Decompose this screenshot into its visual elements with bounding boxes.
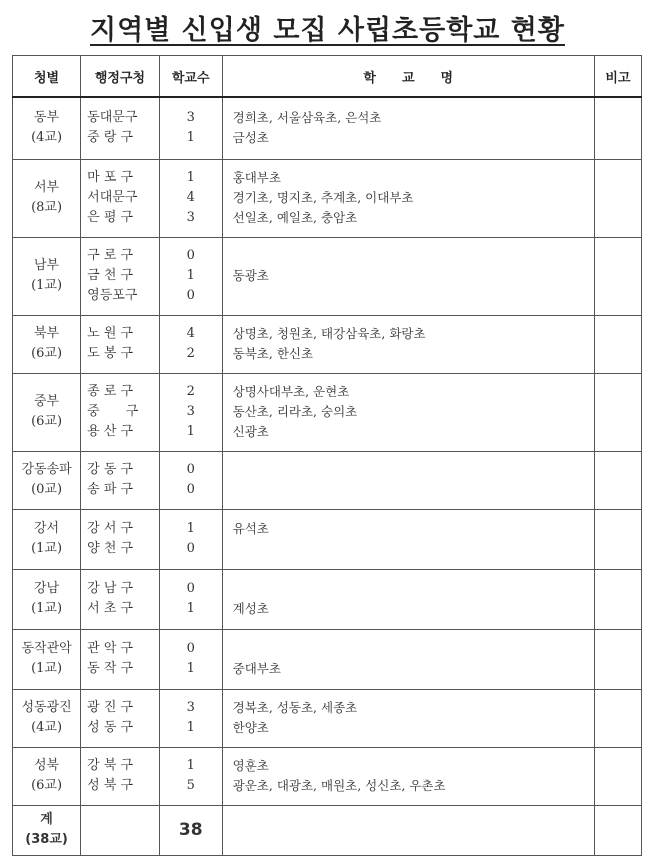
- district-cell-line: 금 천 구: [87, 268, 134, 283]
- table-row: [13, 747, 642, 805]
- total-label-cell-line: 계: [40, 812, 53, 827]
- schools-cell-line: 영훈초: [232, 758, 269, 773]
- schools-cell-line: 중대부초: [232, 661, 281, 676]
- school-table: [12, 55, 642, 856]
- region-cell-line: (0교): [31, 482, 63, 497]
- count-cell-line: 4: [186, 326, 195, 341]
- count-cell-line: 1: [186, 521, 195, 536]
- note-cell: [594, 315, 641, 373]
- count-cell-line: 0: [186, 541, 195, 556]
- schools-cell-line: [233, 639, 594, 659]
- count-cell-line: 1: [186, 601, 195, 616]
- schools-cell-line: 경희초, 서울삼육초, 은석초: [232, 110, 382, 126]
- total-row: [13, 805, 642, 855]
- district-cell-line: 강 북 구: [87, 758, 134, 773]
- total-label-cell: [13, 805, 81, 855]
- note-cell: [594, 509, 641, 569]
- district-cell-line: 광 진 구: [87, 700, 134, 715]
- count-cell: [159, 451, 222, 509]
- region-cell-line: (4교): [31, 130, 63, 146]
- schools-cell-line: 신광초: [232, 424, 269, 439]
- region-cell-line: 강동송파: [21, 462, 72, 477]
- count-cell: [159, 315, 222, 373]
- schools-cell-line: [233, 579, 594, 599]
- district-cell: [81, 451, 160, 509]
- district-cell-line: 동 작 구: [87, 661, 134, 676]
- count-cell-line: 1: [186, 170, 195, 185]
- note-cell: [594, 97, 641, 159]
- note-cell: [594, 569, 641, 629]
- region-cell-line: (6교): [31, 346, 63, 361]
- district-cell: [81, 509, 160, 569]
- header-note: 비고: [594, 56, 641, 98]
- district-cell-line: 마 포 구: [87, 170, 134, 185]
- schools-cell-line: [233, 480, 594, 500]
- schools-cell: [222, 315, 594, 373]
- count-cell-line: 3: [186, 110, 195, 126]
- region-cell-line: 동작관악: [21, 641, 72, 656]
- schools-cell-line: 상명초, 청원초, 태강삼육초, 화랑초: [232, 326, 426, 341]
- count-cell-line: 4: [186, 190, 195, 205]
- count-cell-line: 3: [186, 404, 195, 419]
- table-row: [13, 451, 642, 509]
- schools-cell: [222, 451, 594, 509]
- region-cell-line: (1교): [31, 661, 63, 676]
- total-note-cell: [594, 805, 641, 855]
- count-cell-line: 3: [186, 700, 195, 715]
- district-cell-line: 도 봉 구: [87, 346, 134, 361]
- region-cell-line: 강남: [34, 581, 60, 596]
- note-cell: [594, 747, 641, 805]
- district-cell-line: 중 랑 구: [87, 130, 134, 146]
- note-cell: [594, 237, 641, 315]
- schools-cell-line: 상명사대부초, 운현초: [232, 384, 350, 399]
- region-cell-line: (6교): [31, 414, 63, 429]
- count-cell-line: 1: [186, 758, 195, 773]
- count-cell: [159, 97, 222, 159]
- schools-cell-line: [233, 539, 594, 559]
- region-cell-line: (4교): [31, 720, 63, 735]
- schools-cell-line: 유석초: [232, 521, 269, 536]
- count-cell-line: 0: [186, 288, 195, 303]
- table-row: [13, 373, 642, 451]
- district-cell-line: 관 악 구: [87, 641, 134, 656]
- table-row: [13, 315, 642, 373]
- region-cell-line: (1교): [31, 601, 63, 616]
- document-title: [0, 8, 655, 47]
- region-cell: [13, 509, 81, 569]
- schools-cell: [222, 159, 594, 237]
- schools-cell-line: 동북초, 한신초: [232, 346, 314, 361]
- district-cell: [81, 373, 160, 451]
- region-cell-line: 서부: [34, 180, 60, 195]
- count-cell-line: 1: [186, 424, 195, 439]
- schools-cell: [222, 747, 594, 805]
- count-cell-line: 2: [186, 346, 195, 361]
- schools-cell-line: 경기초, 명지초, 추계초, 이대부초: [232, 190, 414, 205]
- schools-cell-line: [233, 460, 594, 480]
- header-district: 행정구청: [81, 56, 160, 98]
- district-cell-line: 성 동 구: [87, 720, 134, 735]
- region-cell: [13, 373, 81, 451]
- district-cell-line: 용 산 구: [87, 424, 134, 439]
- count-cell: [159, 159, 222, 237]
- count-cell-line: 3: [186, 210, 195, 225]
- schools-cell-line: 동산초, 리라초, 숭의초: [232, 404, 358, 419]
- region-cell: [13, 97, 81, 159]
- schools-cell-line: 금성초: [232, 130, 269, 146]
- schools-cell-line: [233, 286, 594, 306]
- count-cell: [159, 747, 222, 805]
- table-row: [13, 569, 642, 629]
- district-cell-line: 은 평 구: [87, 210, 134, 225]
- district-cell-line: 서 초 구: [87, 601, 134, 616]
- note-cell: [594, 689, 641, 747]
- table-row: [13, 159, 642, 237]
- count-cell: [159, 509, 222, 569]
- region-cell: [13, 629, 81, 689]
- schools-cell-line: 동광초: [232, 268, 269, 283]
- count-cell-line: 0: [186, 248, 195, 263]
- district-cell-line: 노 원 구: [87, 326, 134, 341]
- schools-cell-line: 홍대부초: [232, 170, 281, 185]
- count-cell-line: 0: [186, 462, 195, 477]
- note-cell: [594, 629, 641, 689]
- schools-cell-line: 선일초, 예일초, 충암초: [232, 210, 358, 225]
- region-cell: [13, 747, 81, 805]
- district-cell-line: 서대문구: [87, 190, 138, 205]
- schools-cell: [222, 97, 594, 159]
- count-cell-line: 2: [186, 384, 195, 399]
- district-cell: [81, 629, 160, 689]
- count-cell: [159, 629, 222, 689]
- region-cell-line: (6교): [31, 778, 63, 793]
- total-schools-cell: [222, 805, 594, 855]
- district-cell-line: 강 동 구: [87, 462, 134, 477]
- table-row: [13, 237, 642, 315]
- schools-cell: [222, 237, 594, 315]
- note-cell: [594, 451, 641, 509]
- district-cell-line: 동대문구: [87, 110, 138, 126]
- region-cell-line: 중부: [34, 394, 60, 409]
- district-cell-line: 강 남 구: [87, 581, 134, 596]
- header-count: 학교수: [159, 56, 222, 98]
- district-cell: [81, 97, 160, 159]
- schools-cell: [222, 373, 594, 451]
- total-count-cell: 38: [159, 805, 222, 855]
- schools-cell: [222, 509, 594, 569]
- count-cell-line: 1: [186, 130, 195, 146]
- district-cell-line: 송 파 구: [87, 482, 134, 497]
- district-cell-line: 양 천 구: [87, 541, 134, 556]
- region-cell-line: 성북: [34, 758, 60, 773]
- count-cell: [159, 237, 222, 315]
- district-cell-line: 중 구: [87, 404, 139, 419]
- region-cell: [13, 315, 81, 373]
- table-row: [13, 509, 642, 569]
- region-cell-line: 동부: [34, 110, 60, 126]
- region-cell-line: (8교): [31, 200, 63, 215]
- note-cell: [594, 159, 641, 237]
- count-cell-line: 1: [186, 268, 195, 283]
- count-cell-line: 1: [186, 661, 195, 676]
- schools-cell-line: [233, 246, 594, 266]
- total-district-cell: [81, 805, 160, 855]
- district-cell-line: 종 로 구: [87, 384, 134, 399]
- region-cell-line: 성동광진: [21, 700, 72, 715]
- schools-cell-line: 계성초: [232, 601, 269, 616]
- schools-cell-line: 경복초, 성동초, 세종초: [232, 700, 358, 715]
- schools-cell: [222, 569, 594, 629]
- header-region: 청별: [13, 56, 81, 98]
- district-cell: [81, 747, 160, 805]
- count-cell: [159, 373, 222, 451]
- count-cell-line: 0: [186, 641, 195, 656]
- district-cell: [81, 569, 160, 629]
- district-cell-line: 구 로 구: [87, 248, 134, 263]
- region-cell-line: 남부: [34, 258, 60, 273]
- region-cell: [13, 569, 81, 629]
- title-text: 지역별 신입생 모집 사립초등학교 현황: [90, 15, 565, 46]
- table-header-row: [13, 56, 642, 98]
- count-cell-line: 1: [186, 720, 195, 735]
- count-cell-line: 0: [186, 581, 195, 596]
- region-cell: [13, 159, 81, 237]
- table-row: [13, 629, 642, 689]
- note-cell: [594, 373, 641, 451]
- count-cell: [159, 689, 222, 747]
- region-cell: [13, 689, 81, 747]
- district-cell-line: 영등포구: [87, 288, 138, 303]
- district-cell: [81, 689, 160, 747]
- region-cell: [13, 451, 81, 509]
- region-cell-line: 북부: [34, 326, 60, 341]
- schools-cell: [222, 629, 594, 689]
- district-cell-line: 강 서 구: [87, 521, 134, 536]
- region-cell: [13, 237, 81, 315]
- header-school-name: 학 교 명: [222, 56, 594, 98]
- schools-cell-line: 광운초, 대광초, 매원초, 성신초, 우촌초: [232, 778, 446, 793]
- region-cell-line: 강서: [34, 521, 60, 536]
- count-cell-line: 0: [186, 482, 195, 497]
- region-cell-line: (1교): [31, 541, 63, 556]
- total-label-cell-line: (38교): [25, 832, 68, 847]
- district-cell: [81, 237, 160, 315]
- schools-cell-line: 한양초: [232, 720, 269, 735]
- region-cell-line: (1교): [31, 278, 63, 293]
- count-cell: [159, 569, 222, 629]
- district-cell-line: 성 북 구: [87, 778, 134, 793]
- district-cell: [81, 159, 160, 237]
- district-cell: [81, 315, 160, 373]
- table-row: [13, 689, 642, 747]
- table-row: [13, 97, 642, 159]
- schools-cell: [222, 689, 594, 747]
- count-cell-line: 5: [186, 778, 195, 793]
